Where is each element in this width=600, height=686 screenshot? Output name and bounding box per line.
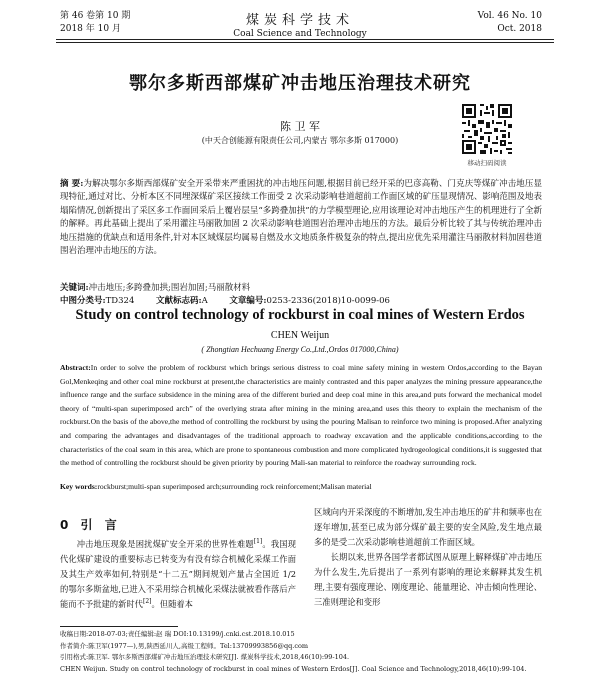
keywords-cn-text: 冲击地压;多跨叠加拱;围岩加固;马丽散材料: [88, 283, 251, 293]
keywords-en: [60, 482, 542, 491]
affiliation-en: ( Zhongtian Hechuang Energy Co.,Ltd.,Ordos 017000,China): [201, 345, 399, 354]
affiliation-cn: (中天合创能源有限责任公司,内蒙古 鄂尔多斯 017000): [201, 136, 399, 145]
body-text: 冲击地压现象是困扰煤矿安全开采的世界性难题: [76, 539, 254, 549]
abstract-cn: [60, 178, 542, 258]
clc-value: TD324: [105, 296, 135, 306]
journal-name-en: Coal Science and Technology: [233, 29, 367, 39]
header-volume-number-en: Vol. 46 No. 10: [477, 11, 542, 21]
abstract-cn-label: 摘 要:: [60, 179, 84, 189]
keywords-cn-label: 关键词:: [60, 283, 89, 293]
header-volume-issue: 第 46 卷第 10 期: [60, 11, 131, 21]
paper-title-en: Study on control technology of rockburst in coal mines of Western Erdos: [75, 307, 525, 323]
citation-ref[interactable]: [2]: [142, 598, 152, 606]
qr-caption: 移动扫码阅读: [467, 159, 507, 167]
journal-name-cn: 煤炭科学技术: [245, 13, 354, 28]
abstract-cn-text: 为解决鄂尔多斯西部煤矿安全开采带来严重困扰的冲击地压问题,根据目前已经开采的巴彦高勒、门克庆等煤矿冲击地压显现特征,通过对比、分析本区不同埋深煤矿采区接续工作面受 2 次采动影响巷道超前工作面区域的矿压显现情况、影响范围及地表塌陷情况,创新提出了采区多工作面回采后上覆岩层呈“多跨叠加拱”的力学模型理论,应用该理论对冲击地压产生的机理进行了全新的解释。再此基础上提出了采用灌注马丽散加固 2 次采动影响巷道围岩治理冲击地压的方法。最后分析比较了其与传统治理冲击地压措施的优缺点和适用条件,针对本区域煤层均属易自燃及水文地质条件极复杂的特点,提出应优先采用灌注马丽散材料加固巷道围岩治理冲击地压的方法。: [60, 179, 542, 257]
doc-code-label: 文献标志码:: [155, 296, 202, 306]
body-text: 。我国现代化煤矿建设的重要标志已转变为有没有综合机械化采煤工作面及其生产效率如何,特别是“十二五”期间规划产量占全国近 1/2 的鄂尔多斯盆地,已进入不采用综合机械化采煤法就被看作落后产能而不予批建的新时代: [60, 539, 296, 609]
author-cn: 陈 卫 军: [280, 120, 320, 133]
body-text: 长期以来,世界各国学者都试图从原理上解释煤矿冲击地压为什么发生,先后提出了一系列有影响的理论来解释其发生机理,主要有强度理论、刚度理论、能量理论、冲击倾向性理论、三准则理论和变形: [314, 552, 542, 607]
article-number-value: 0253-2336(2018)10-0099-06: [266, 296, 390, 306]
header-date-cn: 2018 年 10 月: [60, 24, 121, 34]
footnote-rule: [60, 626, 178, 627]
header-volume-en: [478, 10, 542, 36]
qr-code-icon[interactable]: [462, 104, 512, 154]
abstract-en-text: In order to solve the problem of rockburst which brings serious distress to coal mine safety mining in western Ordos,according to the Bayan Gol,Menkeqing and other coal mine rockburst at present,the characteristics are mainly contrasted and this paper analyzes the mining pressure appearance,the influence range and the surface subsidence in the mining area of the different buried and deep coal mine in this area,and puts forward the mechanical model theory of “multi-span superimposed arch” of the overlying strata after mining in the mining area,and uses this theory to explain the mechanism of the rockburst.On the basis of the above,the method of controlling the rockburst by using the pouring Malisan to reinforce two mining is proposed.After analyzing and comparing the advantages and disadvantages of the traditional approach to roadway excavation and the applicable conditions,according to the characteristics of the coal seam in this area, which are prone to spontaneous combustion and more complicated hydrogeological conditions,it is suggested that the method of controlling the rockburst should be given priority by pouring Mali-san material to reinforce the roadway surrounding rock.: [60, 363, 542, 468]
body-paragraph: [60, 537, 296, 612]
keywords-en-text: rockburst;multi-span superimposed arch;surrounding rock reinforcement;Malisan material: [97, 482, 372, 491]
body-paragraph: [314, 550, 542, 610]
author-en: CHEN Weijun: [270, 330, 330, 341]
body-paragraph: 区域向内开采深度的不断增加,发生冲击地压的矿井和频率也在逐年增加,甚至已成为部分煤矿最主要的安全风险,发生地点最多的是受二次采动影响巷道超前工作面区域。: [314, 507, 542, 547]
footnote-received: 收稿日期:2018-07-03;责任编辑:赵 瑞 DOI:10.13199/j.cnki.cst.2018.10.015: [60, 630, 295, 638]
classification-line: [60, 294, 542, 306]
body-text: 。但随着本: [151, 599, 193, 609]
footnote-author-bio: 作者简介:陈卫军(1977—),男,陕西延川人,高级工程师。Tel:13709993856@qq.com: [60, 641, 309, 650]
footnote-citation-en: CHEN Weijun. Study on control technology of rockburst in coal mines of Western Erdos[J]. Coal Science and Technology,2018,46(10):99-104.: [60, 664, 527, 673]
footnotes: [60, 629, 544, 675]
body-column-left: [60, 537, 296, 612]
keywords-en-label: Key words:: [60, 482, 98, 491]
header-date-en: Oct. 2018: [497, 24, 542, 34]
body-column-right: [314, 505, 542, 610]
abstract-en-label: Abstract:: [60, 363, 91, 372]
paper-title-cn: 鄂尔多斯西部煤矿冲击地压治理技术研究: [129, 73, 471, 94]
header-rule-bottom: [56, 42, 554, 43]
doc-code-value: A: [201, 296, 208, 306]
keywords-cn: [60, 281, 542, 293]
footnote-citation-cn: 引用格式:陈卫军. 鄂尔多斯西部煤矿冲击地压治理技术研究[J]. 煤炭科学技术,2018,46(10):99-104.: [60, 653, 350, 661]
article-number-label: 文章编号:: [229, 296, 267, 306]
clc-label: 中图分类号:: [60, 296, 106, 306]
header-rule-top: [56, 39, 554, 40]
citation-ref[interactable]: [1]: [253, 538, 263, 546]
abstract-en: [60, 361, 542, 470]
section-heading: 0 引 言: [60, 518, 121, 532]
